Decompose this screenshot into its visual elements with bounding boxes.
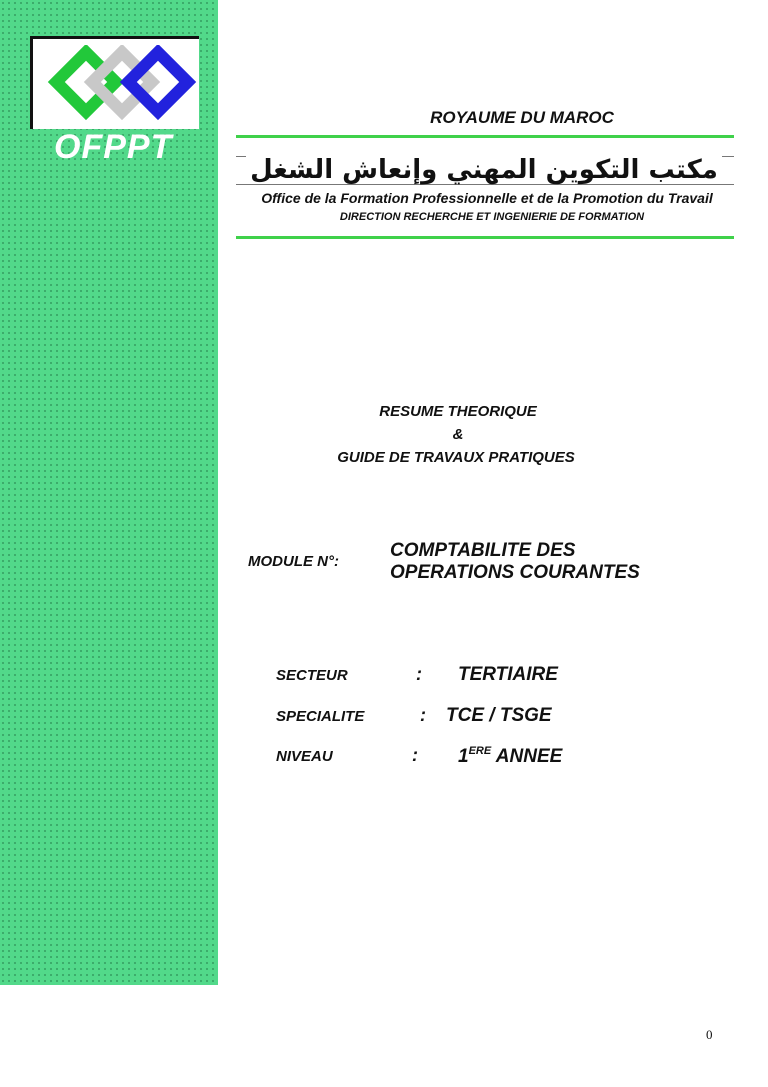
- module-title-line2: OPERATIONS COURANTES: [390, 562, 640, 583]
- title-resume: RESUME THEORIQUE: [379, 403, 537, 420]
- detail-value-superscript: ERE: [468, 745, 492, 757]
- module-title-line1: COMPTABILITE DES: [390, 540, 576, 561]
- detail-value: TERTIAIRE: [458, 664, 558, 685]
- office-name: Office de la Formation Professionnelle et de la Promotion du Travail: [261, 190, 713, 206]
- detail-label: NIVEAU: [276, 748, 333, 765]
- detail-value-rest: ANNEE: [491, 746, 563, 767]
- country-heading: ROYAUME DU MAROC: [430, 108, 614, 127]
- title-ampersand: &: [452, 426, 464, 443]
- detail-label: SPECIALITE: [276, 708, 365, 725]
- divider-bottom: [236, 236, 734, 239]
- detail-colon: :: [416, 664, 422, 684]
- arabic-institution-name: مكتب التكوين المهني وإنعاش الشغل: [250, 155, 718, 185]
- brand-name: OFPPT: [54, 128, 173, 166]
- module-label: MODULE N°:: [248, 553, 339, 570]
- title-guide: GUIDE DE TRAVAUX PRATIQUES: [337, 449, 575, 466]
- detail-colon: :: [412, 745, 418, 765]
- ofppt-chain-icon: [47, 45, 197, 125]
- divider-top: [236, 135, 734, 138]
- detail-value-number: 1: [458, 746, 469, 767]
- detail-label: SECTEUR: [276, 667, 348, 684]
- detail-colon: :: [420, 705, 426, 725]
- detail-value: [458, 745, 562, 768]
- direction-name: DIRECTION RECHERCHE ET INGENIERIE DE FORMATION: [339, 211, 645, 223]
- logo: [30, 36, 199, 129]
- page-number: 0: [706, 1027, 713, 1042]
- detail-value: TCE / TSGE: [446, 705, 552, 726]
- module-title: [390, 540, 730, 584]
